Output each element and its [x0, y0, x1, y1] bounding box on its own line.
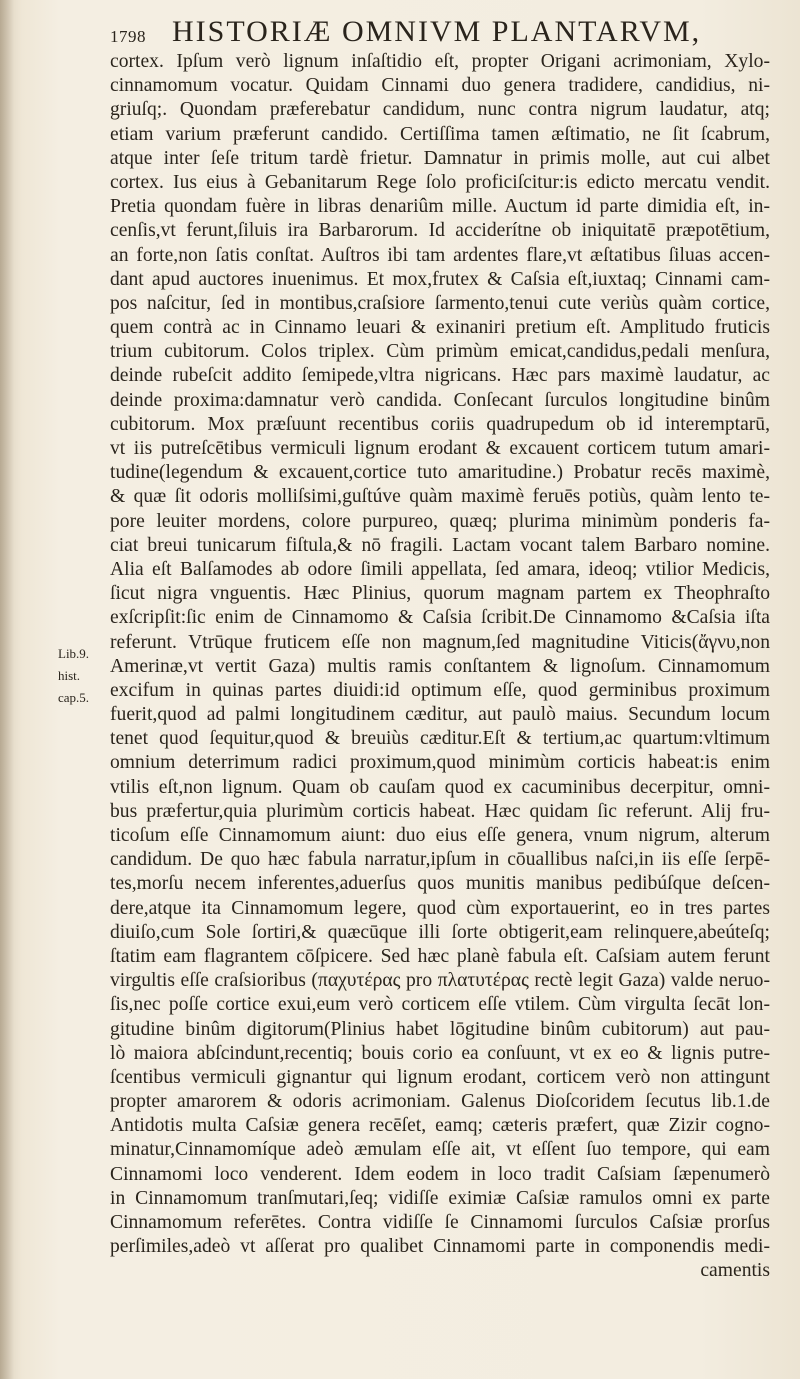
- text-line: cinnamomum vocatur. Quidam Cinnami duo genera tradidere, candidius, ni-: [110, 75, 770, 97]
- margin-note-line: Lib.9. hist.: [58, 646, 90, 683]
- text-line: Alia eſt Balſamodes ab odore ſimili appellata, ſed amara, ideoq; vtilior Medicis,: [110, 558, 770, 580]
- text-line: tes,morſu necem inferentes,aduerſus quos munitis manibus pedibúſque deſcen-: [110, 873, 770, 895]
- text-line: Cinnamomum referētes. Contra vidiſſe ſe Cinnamomi ſurculos Caſsiæ prorſus: [110, 1212, 770, 1233]
- text-line: pos naſcitur, ſed in montibus,craſsiore ſarmento,tenui cute veriùs quàm cortice,: [110, 292, 770, 314]
- text-line: deinde rubeſcit addito ſemipede,vltra nigricans. Hæc pars maximè laudatur, ac: [110, 365, 770, 387]
- text-line: ſtatim eam flagrantem cōſpicere. Sed hæc planè fabula eſt. Caſsiam autem ferunt: [110, 945, 770, 967]
- text-line: diuiſo,cum Sole ſortiri,& quæcūque illi ſorte obtigerit,eam relinquere,abeúteſq;: [110, 921, 770, 943]
- text-line: cubitorum. Mox præſuunt recentibus coriis quadrupedum ob id interemptarū,: [110, 413, 770, 435]
- page-number: 1798: [110, 27, 146, 46]
- text-line: ſcentibus vermiculi gignantur qui lignum erodant, corticem verò non attingunt: [110, 1066, 770, 1088]
- text-line: ſis,nec poſſe cortice exui,eum verò corticem eſſe vtilem. Cùm virgulta ſecāt lon-: [110, 994, 770, 1016]
- text-line: ſicut nigra vnguentis. Hæc Plinius, quorum magnam partem ex Theophraſto: [110, 583, 770, 605]
- text-line: fuerit,quod ad palmi longitudinem cæditur, aut paulò maius. Secundum locum: [110, 704, 770, 726]
- text-line: atque inter ſeſe tritum tardè frietur. Damnatur in primis molle, aut cui albet: [110, 147, 770, 169]
- text-line: ticoſum eſſe Cinnamomum aiunt: duo eius eſſe genera, vnum nigrum, alterum: [110, 825, 770, 846]
- text-body: [110, 50, 770, 1284]
- text-line: gitudine binûm digitorum(Plinius habet lōgitudine binûm cubitorum) aut pau-: [110, 1018, 770, 1040]
- text-line: etiam varium præferunt candido. Certiſſima tamen æſtimatio, ne ſit ſcabrum,: [110, 123, 770, 145]
- text-line: quem contrà ac in Cinnamo leuari & exinaniri pretium eſt. Amplitudo fruticis: [110, 317, 770, 339]
- margin-note: [58, 643, 110, 709]
- text-line: cortex. Ius eius à Gebanitarum Rege ſolo proficiſcitur:is edicto mercatu vendit.: [110, 171, 770, 193]
- text-line: lò maiora abſcindunt,recentiq; bouis corio ea conſuunt, vt ex eo & lignis putre-: [110, 1042, 770, 1064]
- text-line: propter amarorem & odoris acrimoniam. Galenus Dioſcoridem ſecutus lib.1.de: [110, 1091, 770, 1113]
- text-line: Cinnamomi loco venderent. Idem eodem in loco tradit Caſsiam ſæpenumerò: [110, 1163, 770, 1185]
- text-line: vt iis putreſcētibus vermiculi lignum erodant & excauent corticem tutum amari-: [110, 438, 770, 459]
- text-line: dant apud auctores inuenimus. Et mox,frutex & Caſsia eſt,iuxtaq; Cinnami cam-: [110, 268, 770, 290]
- text-line: griuſq;. Quondam præferebatur candidum, nunc contra nigrum laudatur, atq;: [110, 99, 770, 121]
- text-line: Pretia quondam fuère in libras denariûm mille. Auctum id parte dimidia eſt, in-: [110, 196, 770, 218]
- text-line: tudine(legendum & excauent,cortice tuto amaritudine.) Probatur recēs maximè,: [110, 462, 770, 484]
- text-line: Amerinæ,vt vertit Gaza) multis ramis conſtantem & lignoſum. Cinnamomum: [110, 655, 770, 677]
- text-line: bus præfertur,quia plurimùm corticis habeat. Hæc quidam ſic referunt. Alij fru-: [110, 800, 770, 822]
- text-line: an forte,non ſatis conſtat. Auſtros ibi tam ardentes flare,vt æſtatibus ſiluas accen-: [110, 244, 770, 266]
- text-line: vtilis eſt,non lignum. Quam ob cauſam quod ex cacuminibus decerpitur, omni-: [110, 776, 770, 798]
- text-line: deinde proxima:damnatur verò candida. Conſecant ſurculos longitudine binûm: [110, 389, 770, 411]
- text-line: & quæ ſit odoris molliſsimi,guſtúve quàm maximè feruēs potiùs, quàm lento te-: [110, 486, 770, 508]
- text-line: cenſis,vt ferunt,ſiluis ira Barbarorum. Id acciderítne ob iniquitatē præpotētium,: [110, 220, 770, 242]
- text-line: excifum in quinas partes diuidi:id optimum eſſe, quod germinibus proximum: [110, 679, 770, 701]
- text-line: tenet quod ſequitur,quod & breuiùs cæditur.Eſt & tertium,ac quartum:vltimum: [110, 728, 770, 750]
- text-line: candidum. De quo hæc fabula narratur,ipſum in cōuallibus naſci,in iis eſſe ſerpē-: [110, 849, 770, 871]
- page-header: [110, 3, 750, 53]
- text-line: Antidotis multa Caſsiæ genera recēſet, eamq; cæteris præfert, quæ Zizir cogno-: [110, 1115, 770, 1137]
- page-edge-shadow: [0, 0, 14, 1379]
- text-line: trium cubitorum. Colos triplex. Cùm primùm emicat,candidus,pedali menſura,: [110, 341, 770, 363]
- text-line: pore leuiter mordens, colore purpureo, quæq; plurima minimùm ponderis fa-: [110, 510, 770, 532]
- margin-note-line: cap.5.: [58, 690, 90, 705]
- text-line: dere,atque ita Cinnamomum legere, quod cùm exportauerint, eo in tres partes: [110, 897, 770, 919]
- text-line: ciat breui tunicarum fiſtula,& nō fragili. Lactam vocant talem Barbaro nomine.: [110, 534, 770, 556]
- text-line: referunt. Vtrūque fruticem eſſe non magnum,ſed magnitudine Viticis(ἄγνυ,non: [110, 631, 770, 653]
- text-line: virgultis eſſe craſsioribus (παχυτέρας pro πλατυτέρας rectè legit Gaza) valde neruo-: [110, 970, 770, 992]
- text-line: in Cinnamomum tranſmutari,ſeq; vidiſſe eximiæ Caſsiæ ramulos omni ex parte: [110, 1187, 770, 1209]
- text-line: minatur,Cinnamomíque adeò æmulam eſſe ait, vt eſſent ſuo tempore, qui eam: [110, 1139, 770, 1161]
- text-line: camentis: [700, 1260, 770, 1282]
- text-line: omnium deterrimum radici proximum,quod minimùm corticis habeat:is enim: [110, 752, 770, 774]
- text-line: exſcripſit:ſic enim de Cinnamomo & Caſsia ſcribit.De Cinnamomo &Caſsia iſta: [110, 607, 770, 629]
- text-line: perſimiles,adeò vt aſſerat pro qualibet Cinnamomi parte in componendis medi-: [110, 1236, 770, 1258]
- text-line: cortex. Ipſum verò lignum inſaſtidio eſt, propter Origani acrimoniam, Xylo-: [110, 51, 770, 72]
- running-title: HISTORIÆ OMNIVM PLANTARVM,: [172, 15, 702, 48]
